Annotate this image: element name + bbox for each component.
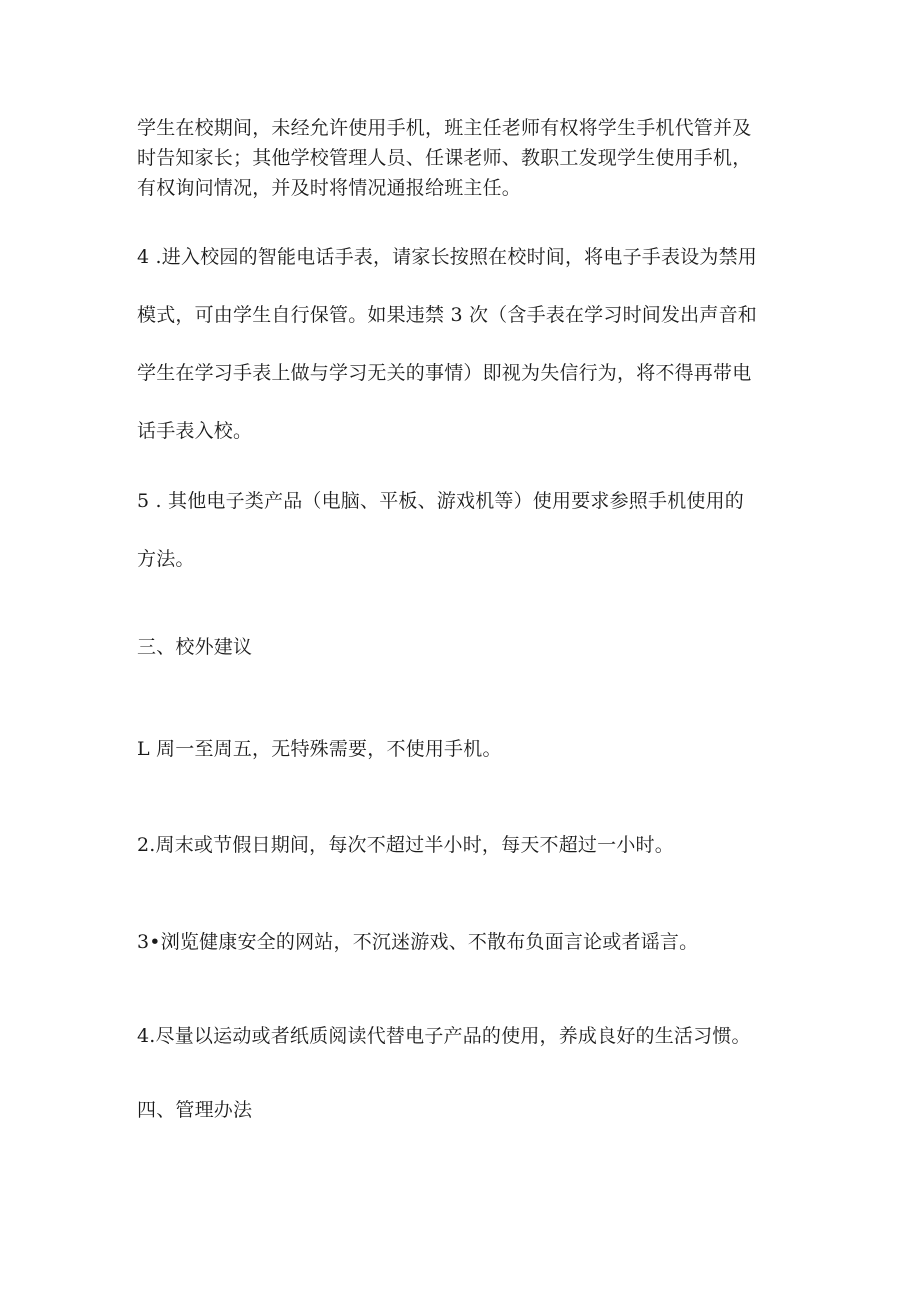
paragraph-item-5-other-devices (137, 472, 787, 588)
paragraph-line: 有权询问情况，并及时将情况通报给班主任。 (137, 177, 522, 199)
section-heading-management: 四、管理办法 (137, 1099, 253, 1121)
list-item-safe-browsing: 3•浏览健康安全的网站，不沉迷游戏、不散布负面言论或者谣言。 (137, 931, 699, 953)
paragraph-phone-custody (137, 113, 787, 203)
paragraph-line: 话手表入校。 (137, 420, 253, 442)
paragraph-line: 时告知家长；其他学校管理人员、任课老师、教职工发现学生使用手机， (137, 147, 752, 169)
list-item-weekends: 2.周末或节假日期间，每次不超过半小时，每天不超过一小时。 (137, 834, 674, 856)
list-item-healthy-habits: 4.尽量以运动或者纸质阅读代替电子产品的使用，养成良好的生活习惯。 (137, 1025, 751, 1047)
section-heading-off-campus: 三、校外建议 (137, 636, 253, 658)
paragraph-line: 学生在学习手表上做与学习无关的事情）即视为失信行为，将不得再带电 (137, 362, 752, 384)
paragraph-item-4-smartwatch (137, 228, 787, 460)
paragraph-line: 模式，可由学生自行保管。如果违禁 3 次（含手表在学习时间发出声音和 (137, 304, 757, 326)
paragraph-line: 4 .进入校园的智能电话手表，请家长按照在校时间，将电子手表设为禁用 (137, 246, 757, 268)
paragraph-line: 5 . 其他电子类产品（电脑、平板、游戏机等）使用要求参照手机使用的 (137, 490, 745, 512)
paragraph-line: 方法。 (137, 548, 195, 570)
list-item-weekdays: L 周一至周五，无特殊需要，不使用手机。 (137, 738, 502, 760)
paragraph-line: 学生在校期间，未经允许使用手机，班主任老师有权将学生手机代管并及 (137, 117, 752, 139)
